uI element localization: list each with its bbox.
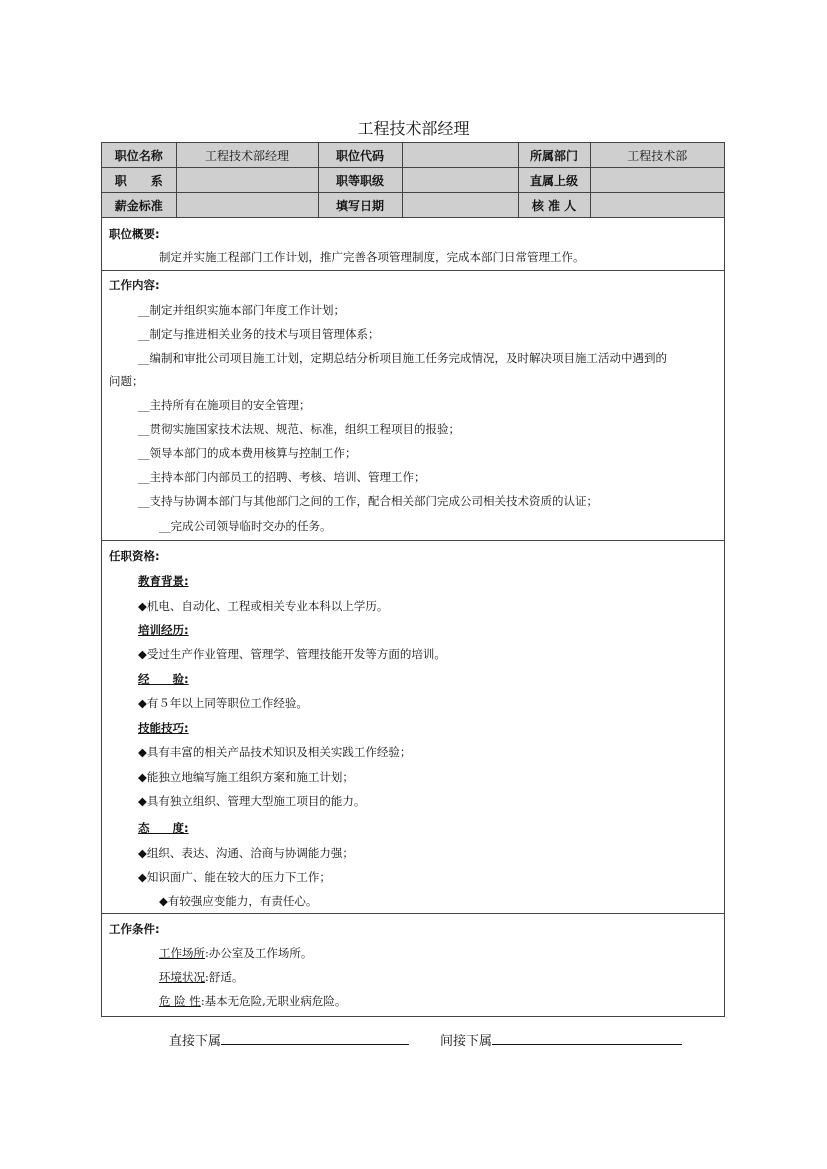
indirect-label: 间接下属 bbox=[440, 1034, 493, 1049]
summary-section bbox=[102, 219, 724, 271]
value-cell bbox=[402, 168, 518, 193]
attitude-item: ◆组织、表达、沟通、洽商与协调能力强； bbox=[138, 846, 354, 860]
env-label: 环境状况 bbox=[159, 970, 205, 984]
label-cell: 核 准 人 bbox=[518, 193, 590, 218]
label-cell: 职 系 bbox=[102, 168, 176, 193]
risk-value: :基本无危险,无职业病危险。 bbox=[200, 994, 347, 1008]
duty-item: __支持与协调本部门与其他部门之间的工作，配合相关部门完成公司相关技术资质的认证； bbox=[138, 494, 598, 508]
skill-item: ◆具有独立组织、管理大型施工项目的能力。 bbox=[138, 794, 366, 808]
condition-env bbox=[159, 970, 243, 984]
value-cell bbox=[176, 193, 318, 218]
education-text: ◆机电、自动化、工程或相关专业本科以上学历。 bbox=[138, 599, 389, 613]
summary-label: 职位概要: bbox=[109, 227, 160, 241]
training-text: ◆受过生产作业管理、管理学、管理技能开发等方面的培训。 bbox=[138, 647, 446, 661]
duty-item: __领导本部门的成本费用核算与控制工作； bbox=[138, 446, 357, 460]
condition-risk bbox=[159, 994, 346, 1008]
indirect-subordinates bbox=[440, 1030, 682, 1049]
place-value: :办公室及工作场所。 bbox=[205, 946, 313, 960]
attitude-item: ◆有较强应变能力，有责任心。 bbox=[159, 894, 318, 908]
label-cell: 职位名称 bbox=[102, 143, 176, 168]
duty-item: __编制和审批公司项目施工计划，定期总结分析项目施工任务完成情况，及时解决项目施工活动中遇到的 bbox=[138, 351, 667, 365]
value-cell bbox=[590, 168, 724, 193]
direct-subordinates bbox=[169, 1030, 409, 1049]
qualifications-section bbox=[102, 540, 724, 914]
risk-label: 危 险 性 bbox=[159, 994, 201, 1008]
conditions-label: 工作条件: bbox=[109, 922, 160, 936]
job-description-form bbox=[101, 142, 725, 1017]
header-row bbox=[102, 168, 724, 193]
summary-text: 制定并实施工程部门工作计划，推广完善各项管理制度，完成本部门日常管理工作。 bbox=[159, 250, 585, 264]
skill-item: ◆具有丰富的相关产品技术知识及相关实践工作经验； bbox=[138, 745, 412, 759]
education-label: 教育背景: bbox=[138, 574, 189, 588]
attitude-label: 态 度: bbox=[138, 821, 189, 835]
duty-item: __完成公司领导临时交办的任务。 bbox=[159, 519, 332, 533]
label-cell: 直属上级 bbox=[518, 168, 590, 193]
value-cell bbox=[402, 193, 518, 218]
skill-item: ◆能独立地编写施工组织方案和施工计划； bbox=[138, 770, 354, 784]
duty-item: __主持所有在施项目的安全管理； bbox=[138, 398, 311, 412]
direct-blank bbox=[221, 1032, 409, 1045]
document-title: 工程技术部经理 bbox=[357, 119, 470, 138]
duty-item: __制定并组织实施本部门年度工作计划； bbox=[138, 303, 345, 317]
duty-item: 问题； bbox=[109, 374, 144, 388]
training-label: 培训经历: bbox=[138, 623, 189, 637]
value-cell: 工程技术部经理 bbox=[176, 143, 318, 168]
duty-item: __主持本部门内部员工的招聘、考核、培训、管理工作； bbox=[138, 470, 426, 484]
header-row bbox=[102, 193, 724, 218]
label-cell: 薪金标准 bbox=[102, 193, 176, 218]
label-cell: 职位代码 bbox=[318, 143, 402, 168]
skills-label: 技能技巧: bbox=[138, 721, 189, 735]
place-label: 工作场所 bbox=[159, 946, 205, 960]
value-cell bbox=[176, 168, 318, 193]
value-cell bbox=[590, 193, 724, 218]
duty-item: __贯彻实施国家技术法规、规范、标准，组织工程项目的报验； bbox=[138, 422, 460, 436]
label-cell: 职等职级 bbox=[318, 168, 402, 193]
indirect-blank bbox=[492, 1032, 682, 1045]
header-table bbox=[102, 143, 724, 218]
env-value: :舒适。 bbox=[205, 970, 244, 984]
value-cell bbox=[402, 143, 518, 168]
label-cell: 所属部门 bbox=[518, 143, 590, 168]
experience-label: 经 验: bbox=[138, 672, 189, 686]
direct-label: 直接下属 bbox=[169, 1034, 222, 1049]
qualifications-label: 任职资格: bbox=[109, 549, 160, 563]
value-cell: 工程技术部 bbox=[590, 143, 724, 168]
attitude-item: ◆知识面广、能在较大的压力下工作； bbox=[138, 870, 331, 884]
label-cell: 填写日期 bbox=[318, 193, 402, 218]
condition-place bbox=[159, 946, 312, 960]
duties-section bbox=[102, 270, 724, 541]
conditions-section bbox=[102, 913, 724, 1017]
header-row bbox=[102, 143, 724, 168]
duties-label: 工作内容: bbox=[109, 278, 160, 292]
experience-text: ◆有５年以上同等职位工作经验。 bbox=[138, 696, 308, 710]
duty-item: __制定与推进相关业务的技术与项目管理体系； bbox=[138, 327, 380, 341]
